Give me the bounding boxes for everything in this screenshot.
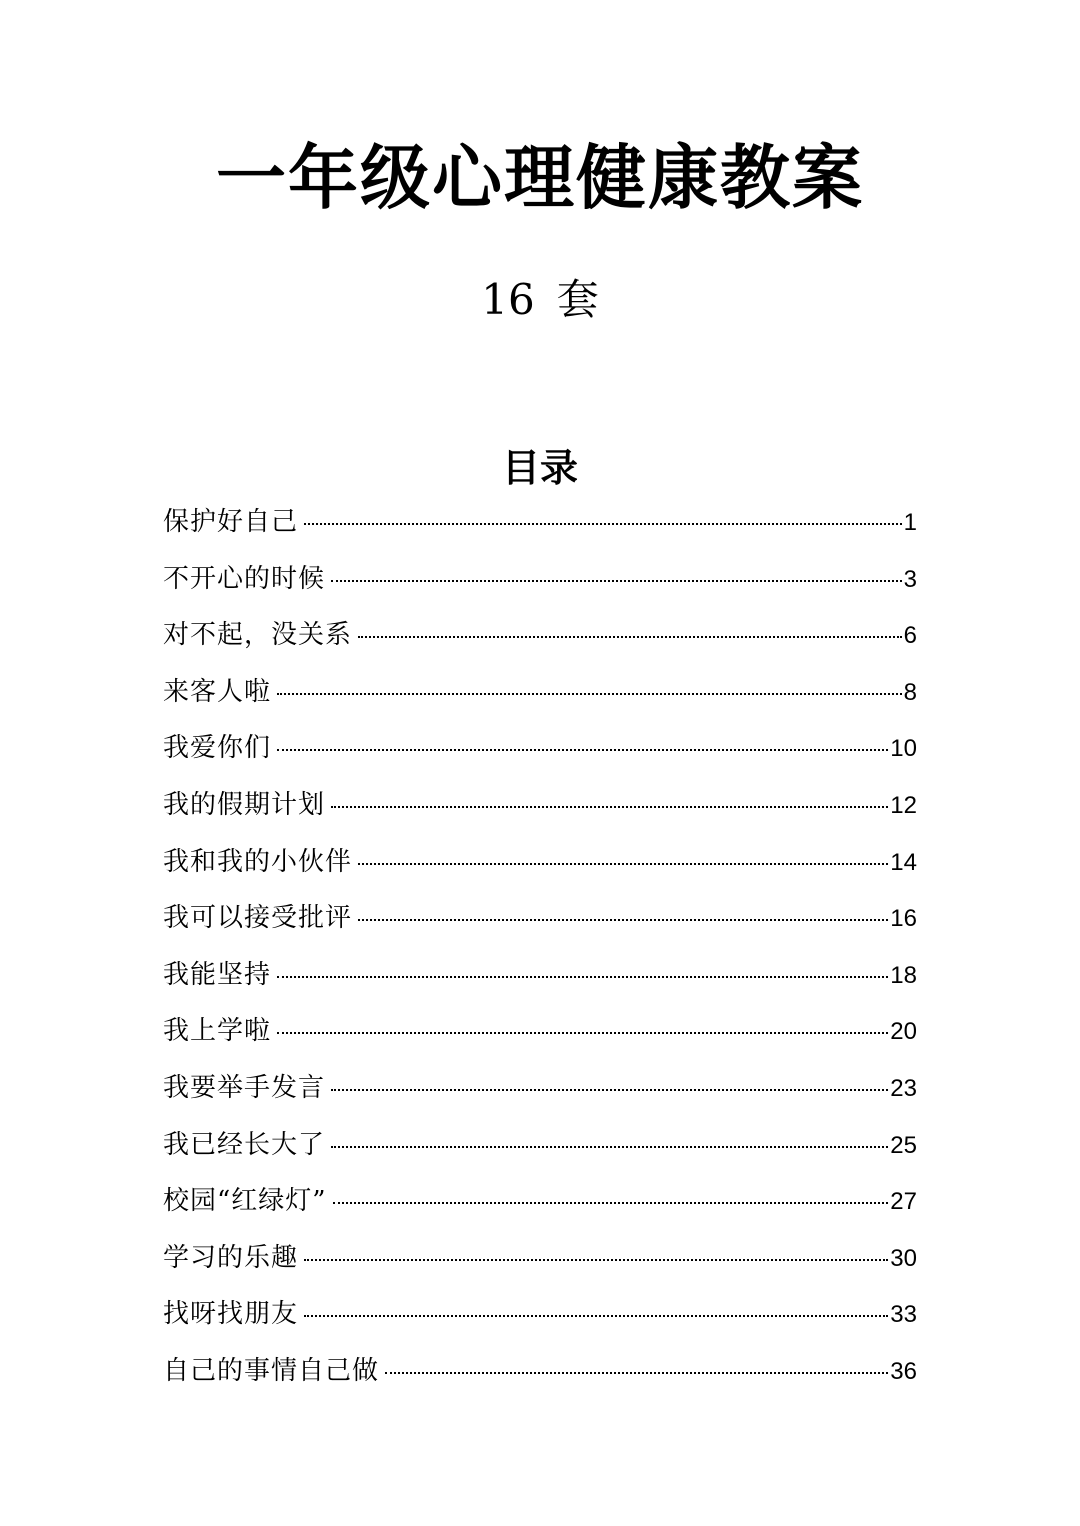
toc-entry[interactable] bbox=[163, 1003, 917, 1060]
toc-dot-leader bbox=[331, 1146, 888, 1148]
toc-entry-page: 12 bbox=[890, 791, 917, 819]
toc-dot-leader bbox=[333, 1202, 889, 1204]
toc-entry-page: 25 bbox=[890, 1131, 917, 1159]
toc-entry-page: 6 bbox=[903, 622, 917, 650]
document-title: 一年级心理健康教案 bbox=[216, 137, 864, 219]
table-of-contents bbox=[163, 494, 917, 1400]
toc-entry-title: 我能坚持 bbox=[163, 959, 272, 990]
toc-entry-page: 20 bbox=[890, 1018, 917, 1046]
toc-entry-title: 自己的事情自己做 bbox=[163, 1355, 380, 1386]
toc-entry[interactable] bbox=[163, 720, 917, 777]
toc-entry-title: 来客人啦 bbox=[163, 676, 272, 707]
toc-entry[interactable] bbox=[163, 664, 917, 721]
toc-entry[interactable] bbox=[163, 607, 917, 664]
toc-dot-leader bbox=[358, 863, 888, 865]
toc-entry-title: 我上学啦 bbox=[163, 1016, 272, 1047]
subtitle-count: 16 bbox=[481, 275, 535, 324]
toc-dot-leader bbox=[304, 1315, 888, 1317]
toc-entry[interactable] bbox=[163, 1343, 917, 1400]
toc-dot-leader bbox=[385, 1372, 888, 1374]
toc-entry-title: 对不起，没关系 bbox=[163, 620, 353, 651]
toc-entry-title: 保护好自己 bbox=[163, 507, 299, 537]
toc-entry-page: 27 bbox=[890, 1188, 917, 1216]
toc-dot-leader bbox=[331, 1089, 888, 1091]
toc-entry[interactable] bbox=[163, 834, 917, 891]
toc-entry-page: 1 bbox=[903, 509, 917, 536]
toc-dot-leader bbox=[304, 523, 902, 525]
toc-entry[interactable] bbox=[163, 1230, 917, 1287]
toc-entry-title: 学习的乐趣 bbox=[163, 1242, 299, 1273]
toc-entry-page: 16 bbox=[890, 905, 917, 933]
toc-dot-leader bbox=[358, 919, 888, 921]
toc-entry-title: 我要举手发言 bbox=[163, 1072, 326, 1103]
toc-entry[interactable] bbox=[163, 551, 917, 608]
toc-entry-page: 36 bbox=[890, 1357, 917, 1385]
toc-dot-leader bbox=[277, 693, 902, 695]
toc-entry-title: 我的假期计划 bbox=[163, 789, 326, 820]
toc-entry[interactable] bbox=[163, 494, 917, 551]
toc-entry-page: 30 bbox=[890, 1244, 917, 1272]
toc-entry[interactable] bbox=[163, 1286, 917, 1343]
toc-entry-title: 我已经长大了 bbox=[163, 1129, 326, 1160]
toc-entry-page: 33 bbox=[890, 1301, 917, 1329]
toc-dot-leader bbox=[331, 806, 888, 808]
toc-entry-page: 23 bbox=[890, 1074, 917, 1102]
toc-entry-page: 14 bbox=[890, 848, 917, 876]
toc-dot-leader bbox=[277, 1032, 888, 1034]
toc-entry-title: 我爱你们 bbox=[163, 733, 272, 764]
toc-entry[interactable] bbox=[163, 890, 917, 947]
subtitle-unit: 套 bbox=[556, 275, 599, 324]
toc-entry-title: 我和我的小伙伴 bbox=[163, 846, 353, 877]
toc-dot-leader bbox=[331, 580, 902, 582]
toc-dot-leader bbox=[358, 636, 902, 638]
toc-entry-title: 找呀找朋友 bbox=[163, 1299, 299, 1330]
toc-entry-title: 校园“红绿灯” bbox=[163, 1186, 327, 1217]
toc-entry-page: 8 bbox=[903, 678, 917, 706]
document-subtitle bbox=[0, 272, 1080, 328]
toc-entry-title: 我可以接受批评 bbox=[163, 903, 353, 934]
toc-dot-leader bbox=[277, 749, 888, 751]
toc-heading: 目录 bbox=[501, 446, 578, 490]
toc-entry-page: 18 bbox=[890, 961, 917, 989]
toc-entry-page: 3 bbox=[903, 565, 917, 593]
toc-entry[interactable] bbox=[163, 1060, 917, 1117]
toc-entry[interactable] bbox=[163, 777, 917, 834]
toc-entry-page: 10 bbox=[890, 735, 917, 763]
toc-entry-title: 不开心的时候 bbox=[163, 563, 326, 594]
toc-dot-leader bbox=[304, 1259, 888, 1261]
toc-entry[interactable] bbox=[163, 947, 917, 1004]
toc-entry[interactable] bbox=[163, 1173, 917, 1230]
toc-dot-leader bbox=[277, 976, 888, 978]
toc-entry[interactable] bbox=[163, 1117, 917, 1174]
